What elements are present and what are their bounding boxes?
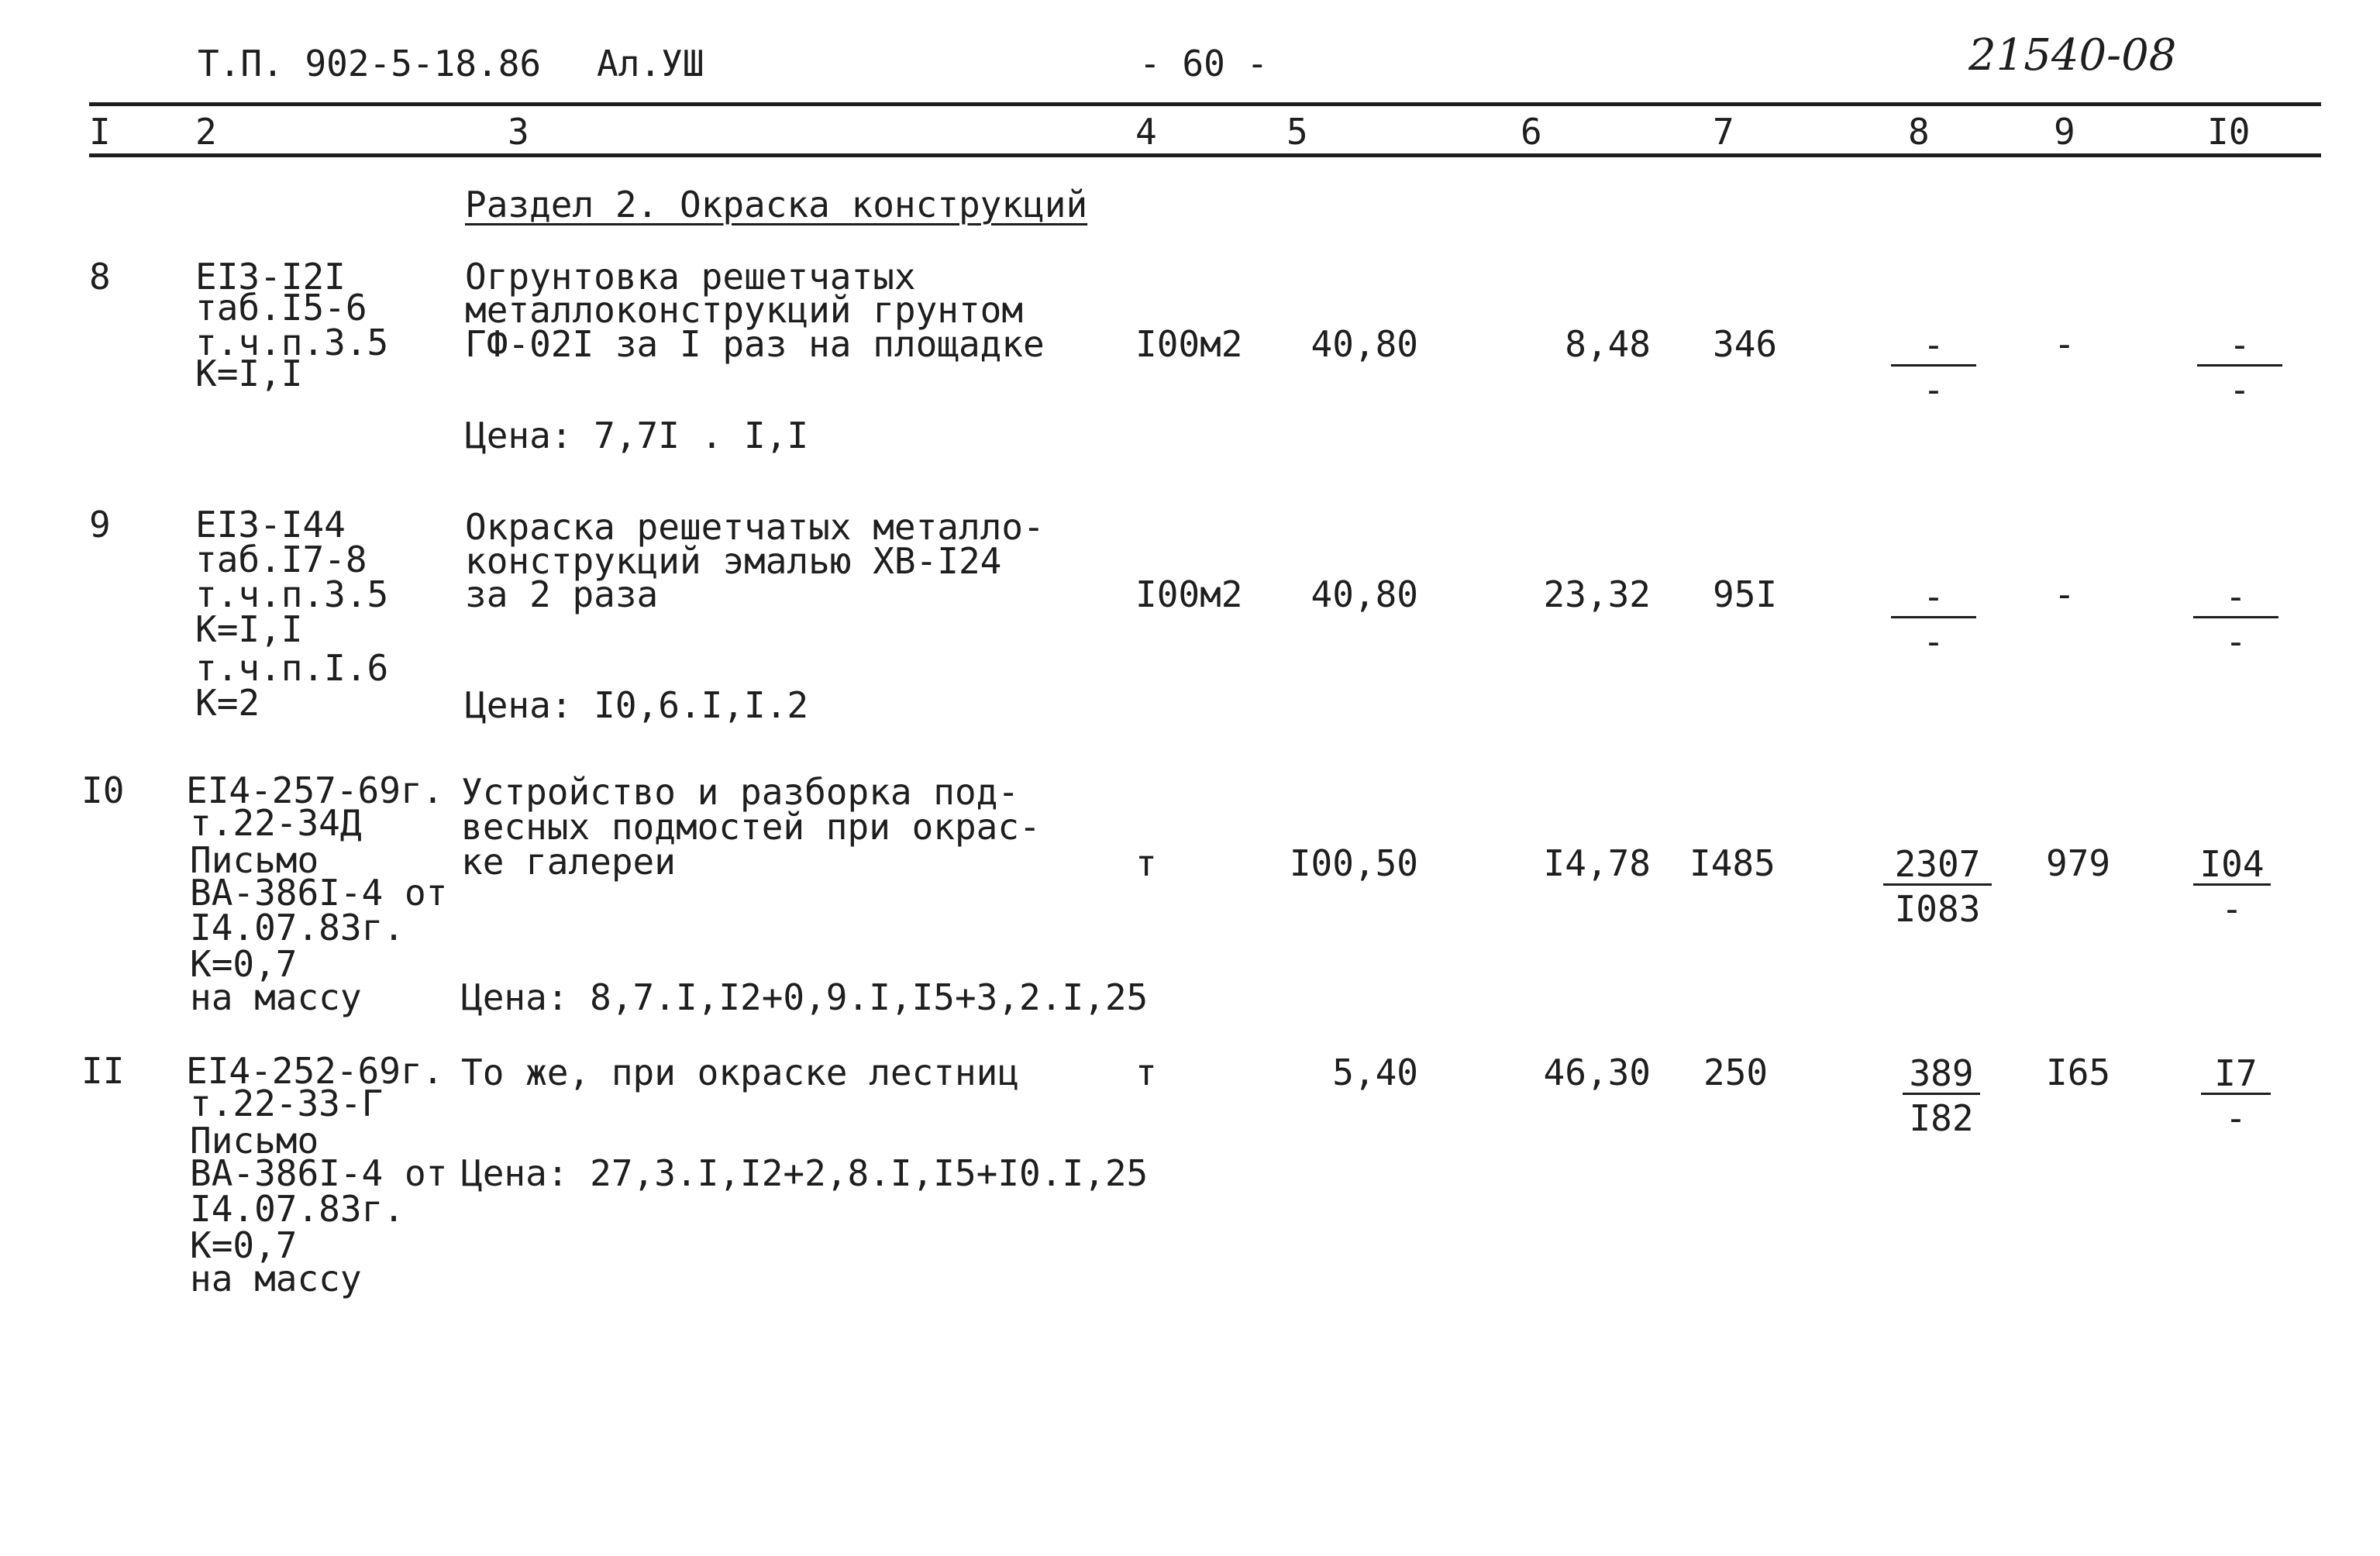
column-header: 4 — [1135, 111, 1157, 153]
unit-cost: 23,32 — [1543, 573, 1651, 615]
col9-value: - — [2054, 573, 2075, 615]
row-number: 8 — [89, 256, 111, 298]
norm-code-line: EI3-I44 — [195, 504, 346, 546]
norm-code-line: т.22-33-Г — [190, 1083, 384, 1124]
norm-code-line: таб.I7-8 — [195, 539, 367, 580]
row-number: 9 — [89, 504, 111, 546]
description-line: То же, при окраске лестниц — [461, 1052, 1020, 1093]
col8-denominator: I083 — [1894, 888, 1981, 930]
col9-value: - — [2054, 323, 2075, 365]
page-number: - 60 - — [1139, 43, 1269, 84]
description-line: за 2 раза — [465, 573, 659, 615]
quantity: I00,50 — [1289, 842, 1418, 884]
norm-code-line: Письмо — [190, 1120, 319, 1162]
col8-fraction — [1891, 325, 1976, 413]
col8-fraction — [1903, 1054, 1980, 1141]
unit: т — [1135, 842, 1157, 884]
col10-numerator: - — [2193, 577, 2278, 618]
description-line: ке галереи — [461, 841, 676, 883]
col10-fraction — [2201, 1054, 2271, 1141]
description-line: металлоконструкций грунтом — [465, 289, 1024, 331]
column-header: 8 — [1908, 111, 1930, 153]
unit-cost: 8,48 — [1565, 323, 1651, 365]
norm-code-line: К=I,I — [195, 353, 303, 394]
unit-cost: I4,78 — [1543, 842, 1651, 884]
norm-code-line: К=2 — [195, 682, 260, 724]
total-cost: I485 — [1689, 842, 1776, 884]
norm-code-line: на массу — [190, 1258, 362, 1300]
col8-denominator: I82 — [1909, 1097, 1974, 1139]
col8-numerator: 2307 — [1883, 845, 1992, 886]
archive-stamp: 21540-08 — [1968, 30, 2177, 81]
column-header: 3 — [508, 111, 529, 153]
header-top-rule — [89, 102, 2321, 106]
column-header: I — [89, 111, 111, 153]
col10-denominator: - — [2225, 621, 2247, 663]
column-header: 7 — [1713, 111, 1734, 153]
description-line: конструкций эмалью ХВ-I24 — [465, 540, 1002, 582]
norm-code-line: т.ч.п.3.5 — [195, 573, 389, 615]
section-title: Раздел 2. Окраска конструкций — [465, 184, 1088, 225]
column-header: 5 — [1286, 111, 1308, 153]
norm-code-line: К=0,7 — [190, 943, 298, 985]
norm-code-line: т.ч.п.3.5 — [195, 322, 389, 363]
row-number: I0 — [81, 769, 125, 811]
header-bottom-rule — [89, 153, 2321, 157]
col8-denominator: - — [1923, 621, 1944, 663]
col10-numerator: I7 — [2201, 1054, 2271, 1095]
column-header: I0 — [2207, 111, 2251, 153]
description-line: ГФ-02I за I раз на площадке — [465, 323, 1045, 365]
unit: I00м2 — [1135, 323, 1243, 365]
col9-value: 979 — [2046, 842, 2111, 884]
col10-fraction — [2197, 325, 2282, 413]
col8-fraction — [1891, 577, 1976, 665]
column-header: 9 — [2054, 111, 2075, 153]
description-line: весных подмостей при окрас- — [461, 806, 1041, 848]
norm-code-line: EI4-252-69г. — [186, 1050, 444, 1092]
col10-denominator: - — [2225, 1097, 2247, 1139]
col8-denominator: - — [1923, 369, 1944, 411]
unit: т — [1135, 1052, 1157, 1093]
norm-code-line: К=I,I — [195, 608, 303, 650]
total-cost: 95I — [1713, 573, 1778, 615]
norm-code-line: т.22-34Д — [190, 802, 362, 844]
norm-code-line: ВА-386I-4 от — [190, 1152, 448, 1194]
norm-code-line: т.ч.п.I.6 — [195, 647, 389, 689]
unit-cost: 46,30 — [1543, 1052, 1651, 1093]
description-line: Окраска решетчатых металло- — [465, 506, 1045, 548]
norm-code-line: I4.07.83г. — [190, 1188, 405, 1230]
description-line: Огрунтовка решетчатых — [465, 256, 916, 298]
col10-numerator: - — [2197, 325, 2282, 367]
quantity: 5,40 — [1332, 1052, 1418, 1093]
norm-code-line: EI3-I2I — [195, 256, 346, 298]
col10-denominator: - — [2229, 369, 2251, 411]
price-formula: Цена: 27,3.I,I2+2,8.I,I5+I0.I,25 — [461, 1152, 1149, 1194]
description-line: Устройство и разборка под- — [461, 771, 1020, 813]
row-number: II — [81, 1050, 125, 1092]
total-cost: 346 — [1713, 323, 1778, 365]
total-cost: 250 — [1703, 1052, 1769, 1093]
col9-value: I65 — [2046, 1052, 2111, 1093]
quantity: 40,80 — [1311, 573, 1418, 615]
album-number: Ал.УШ — [597, 43, 704, 84]
quantity: 40,80 — [1311, 323, 1418, 365]
col10-numerator: I04 — [2193, 845, 2271, 886]
norm-code-line: I4.07.83г. — [190, 907, 405, 948]
norm-code-line: ВА-386I-4 от — [190, 872, 448, 914]
col10-fraction — [2193, 845, 2271, 932]
price-formula: Цена: 7,7I . I,I — [465, 415, 809, 456]
col10-fraction — [2193, 577, 2278, 665]
norm-code-line: К=0,7 — [190, 1224, 298, 1266]
column-header: 6 — [1521, 111, 1542, 153]
col10-denominator: - — [2221, 888, 2243, 930]
norm-code-line: EI4-257-69г. — [186, 769, 444, 811]
col8-fraction — [1883, 845, 1992, 932]
norm-code-line: на массу — [190, 976, 362, 1018]
unit: I00м2 — [1135, 573, 1243, 615]
price-formula: Цена: I0,6.I,I.2 — [465, 684, 809, 726]
col8-numerator: - — [1891, 577, 1976, 618]
norm-code-line: Письмо — [190, 839, 319, 881]
norm-code-line: таб.I5-6 — [195, 287, 367, 329]
col8-numerator: - — [1891, 325, 1976, 367]
price-formula: Цена: 8,7.I,I2+0,9.I,I5+3,2.I,25 — [461, 976, 1149, 1018]
column-header: 2 — [195, 111, 217, 153]
document-series: Т.П. 902-5-18.86 — [198, 43, 542, 84]
col8-numerator: 389 — [1903, 1054, 1980, 1095]
